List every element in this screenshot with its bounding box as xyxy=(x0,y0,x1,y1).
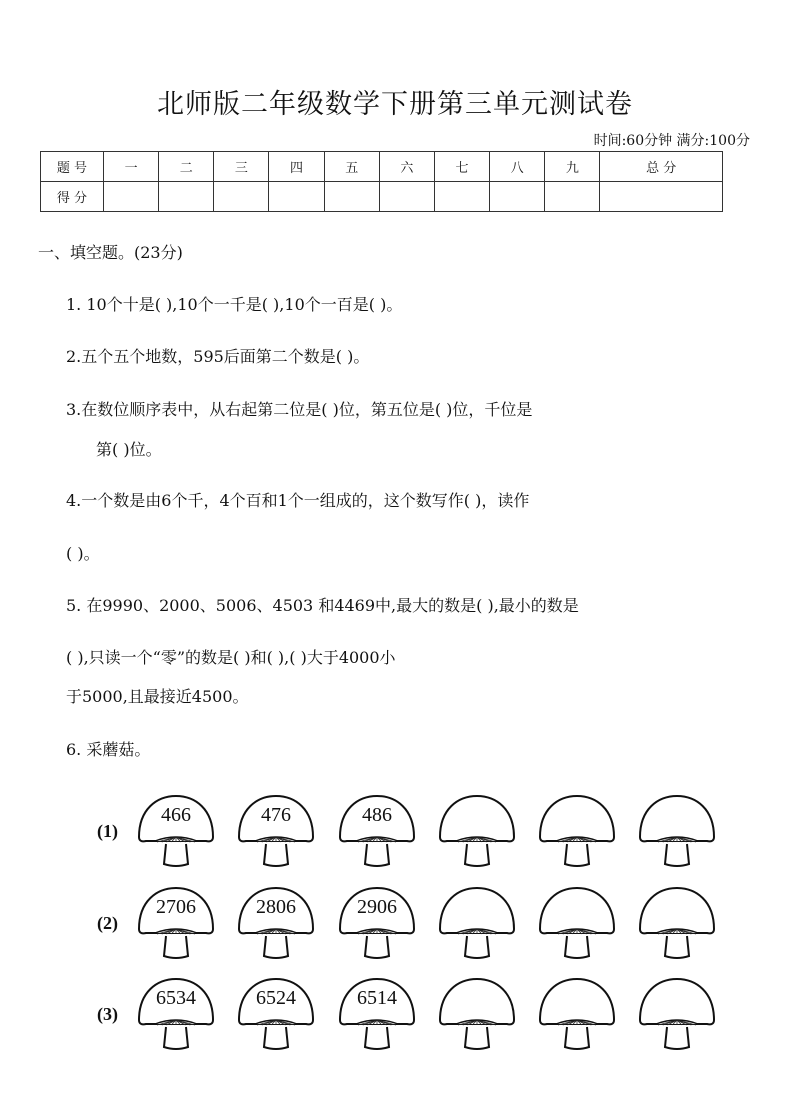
mushroom-number: 486 xyxy=(362,804,392,826)
mushroom-number: 2906 xyxy=(357,896,397,918)
mushroom-filled xyxy=(336,793,418,868)
score-cell[interactable] xyxy=(324,182,379,212)
mushroom-filled xyxy=(336,885,418,960)
column-header: 九 xyxy=(545,152,600,182)
mushroom-filled xyxy=(135,976,217,1051)
score-cell[interactable] xyxy=(214,182,269,212)
mushroom-icon xyxy=(436,885,518,960)
mushroom-row-label: (1) xyxy=(97,821,118,841)
mushroom-row-label: (3) xyxy=(97,1004,118,1024)
mushroom-blank[interactable] xyxy=(636,976,718,1051)
section-title: 一、填空题。(23分) xyxy=(38,243,183,262)
row-label: 得 分 xyxy=(41,182,104,212)
header-label: 题 号 xyxy=(41,152,104,182)
column-header: 七 xyxy=(434,152,489,182)
score-table xyxy=(40,151,723,212)
mushroom-number: 476 xyxy=(261,804,291,826)
mushroom-row-label: (2) xyxy=(97,913,118,933)
mushroom-filled xyxy=(135,793,217,868)
mushroom-icon xyxy=(536,885,618,960)
mushroom-filled xyxy=(235,976,317,1051)
column-header: 一 xyxy=(104,152,159,182)
mushroom-icon xyxy=(436,793,518,868)
question-3-line-1: 3.在数位顺序表中，从右起第二位是( )位，第五位是( )位，千位是 xyxy=(66,400,533,419)
mushroom-icon xyxy=(636,793,718,868)
mushroom-number: 6514 xyxy=(357,987,397,1009)
question-3-line-2: 第( )位。 xyxy=(96,440,162,459)
mushroom-filled xyxy=(336,976,418,1051)
question-4-line-1: 4.一个数是由6个千，4个百和1个一组成的，这个数写作( )，读作 xyxy=(66,491,530,510)
mushroom-number: 2806 xyxy=(256,896,296,918)
question-5-line-1: 5. 在9990、2000、5006、4503 和4469中,最大的数是( ),最小的数是 xyxy=(66,596,579,615)
score-cell[interactable] xyxy=(269,182,324,212)
mushroom-blank[interactable] xyxy=(636,885,718,960)
mushroom-icon xyxy=(436,976,518,1051)
mushroom-icon xyxy=(636,885,718,960)
mushroom-filled xyxy=(235,793,317,868)
mushroom-blank[interactable] xyxy=(536,793,618,868)
score-table-header-row xyxy=(41,152,723,182)
column-header: 四 xyxy=(269,152,324,182)
column-header: 三 xyxy=(214,152,269,182)
mushroom-blank[interactable] xyxy=(436,885,518,960)
question-5-line-3: 于5000,且最接近4500。 xyxy=(66,687,249,706)
mushroom-blank[interactable] xyxy=(636,793,718,868)
mushroom-number: 6524 xyxy=(256,987,296,1009)
score-table-score-row xyxy=(41,182,723,212)
question-2: 2.五个五个地数，595后面第二个数是( )。 xyxy=(66,347,370,366)
mushroom-blank[interactable] xyxy=(536,885,618,960)
mushroom-number: 2706 xyxy=(156,896,196,918)
score-cell[interactable] xyxy=(104,182,159,212)
mushroom-icon xyxy=(536,793,618,868)
mushroom-blank[interactable] xyxy=(436,793,518,868)
column-header: 八 xyxy=(490,152,545,182)
score-cell[interactable] xyxy=(379,182,434,212)
column-header: 六 xyxy=(379,152,434,182)
mushroom-icon xyxy=(536,976,618,1051)
mushroom-filled xyxy=(135,885,217,960)
column-header: 二 xyxy=(159,152,214,182)
mushroom-number: 6534 xyxy=(156,987,196,1009)
score-cell[interactable] xyxy=(434,182,489,212)
time-score-info: 时间:60分钟 满分:100分 xyxy=(593,133,750,149)
question-6: 6. 采蘑菇。 xyxy=(66,740,151,759)
score-cell[interactable] xyxy=(159,182,214,212)
mushroom-blank[interactable] xyxy=(436,976,518,1051)
score-cell[interactable] xyxy=(490,182,545,212)
column-header: 总 分 xyxy=(600,152,723,182)
question-5-line-2: ( ),只读一个“零”的数是( )和( ),( )大于4000小 xyxy=(66,648,396,667)
mushroom-filled xyxy=(235,885,317,960)
page-title: 北师版二年级数学下册第三单元测试卷 xyxy=(157,89,633,120)
score-cell[interactable] xyxy=(600,182,723,212)
question-1: 1. 10个十是( ),10个一千是( ),10个一百是( )。 xyxy=(66,295,403,314)
mushroom-blank[interactable] xyxy=(536,976,618,1051)
mushroom-icon xyxy=(636,976,718,1051)
score-cell[interactable] xyxy=(545,182,600,212)
column-header: 五 xyxy=(324,152,379,182)
question-4-line-2: ( )。 xyxy=(66,544,100,563)
mushroom-number: 466 xyxy=(161,804,191,826)
